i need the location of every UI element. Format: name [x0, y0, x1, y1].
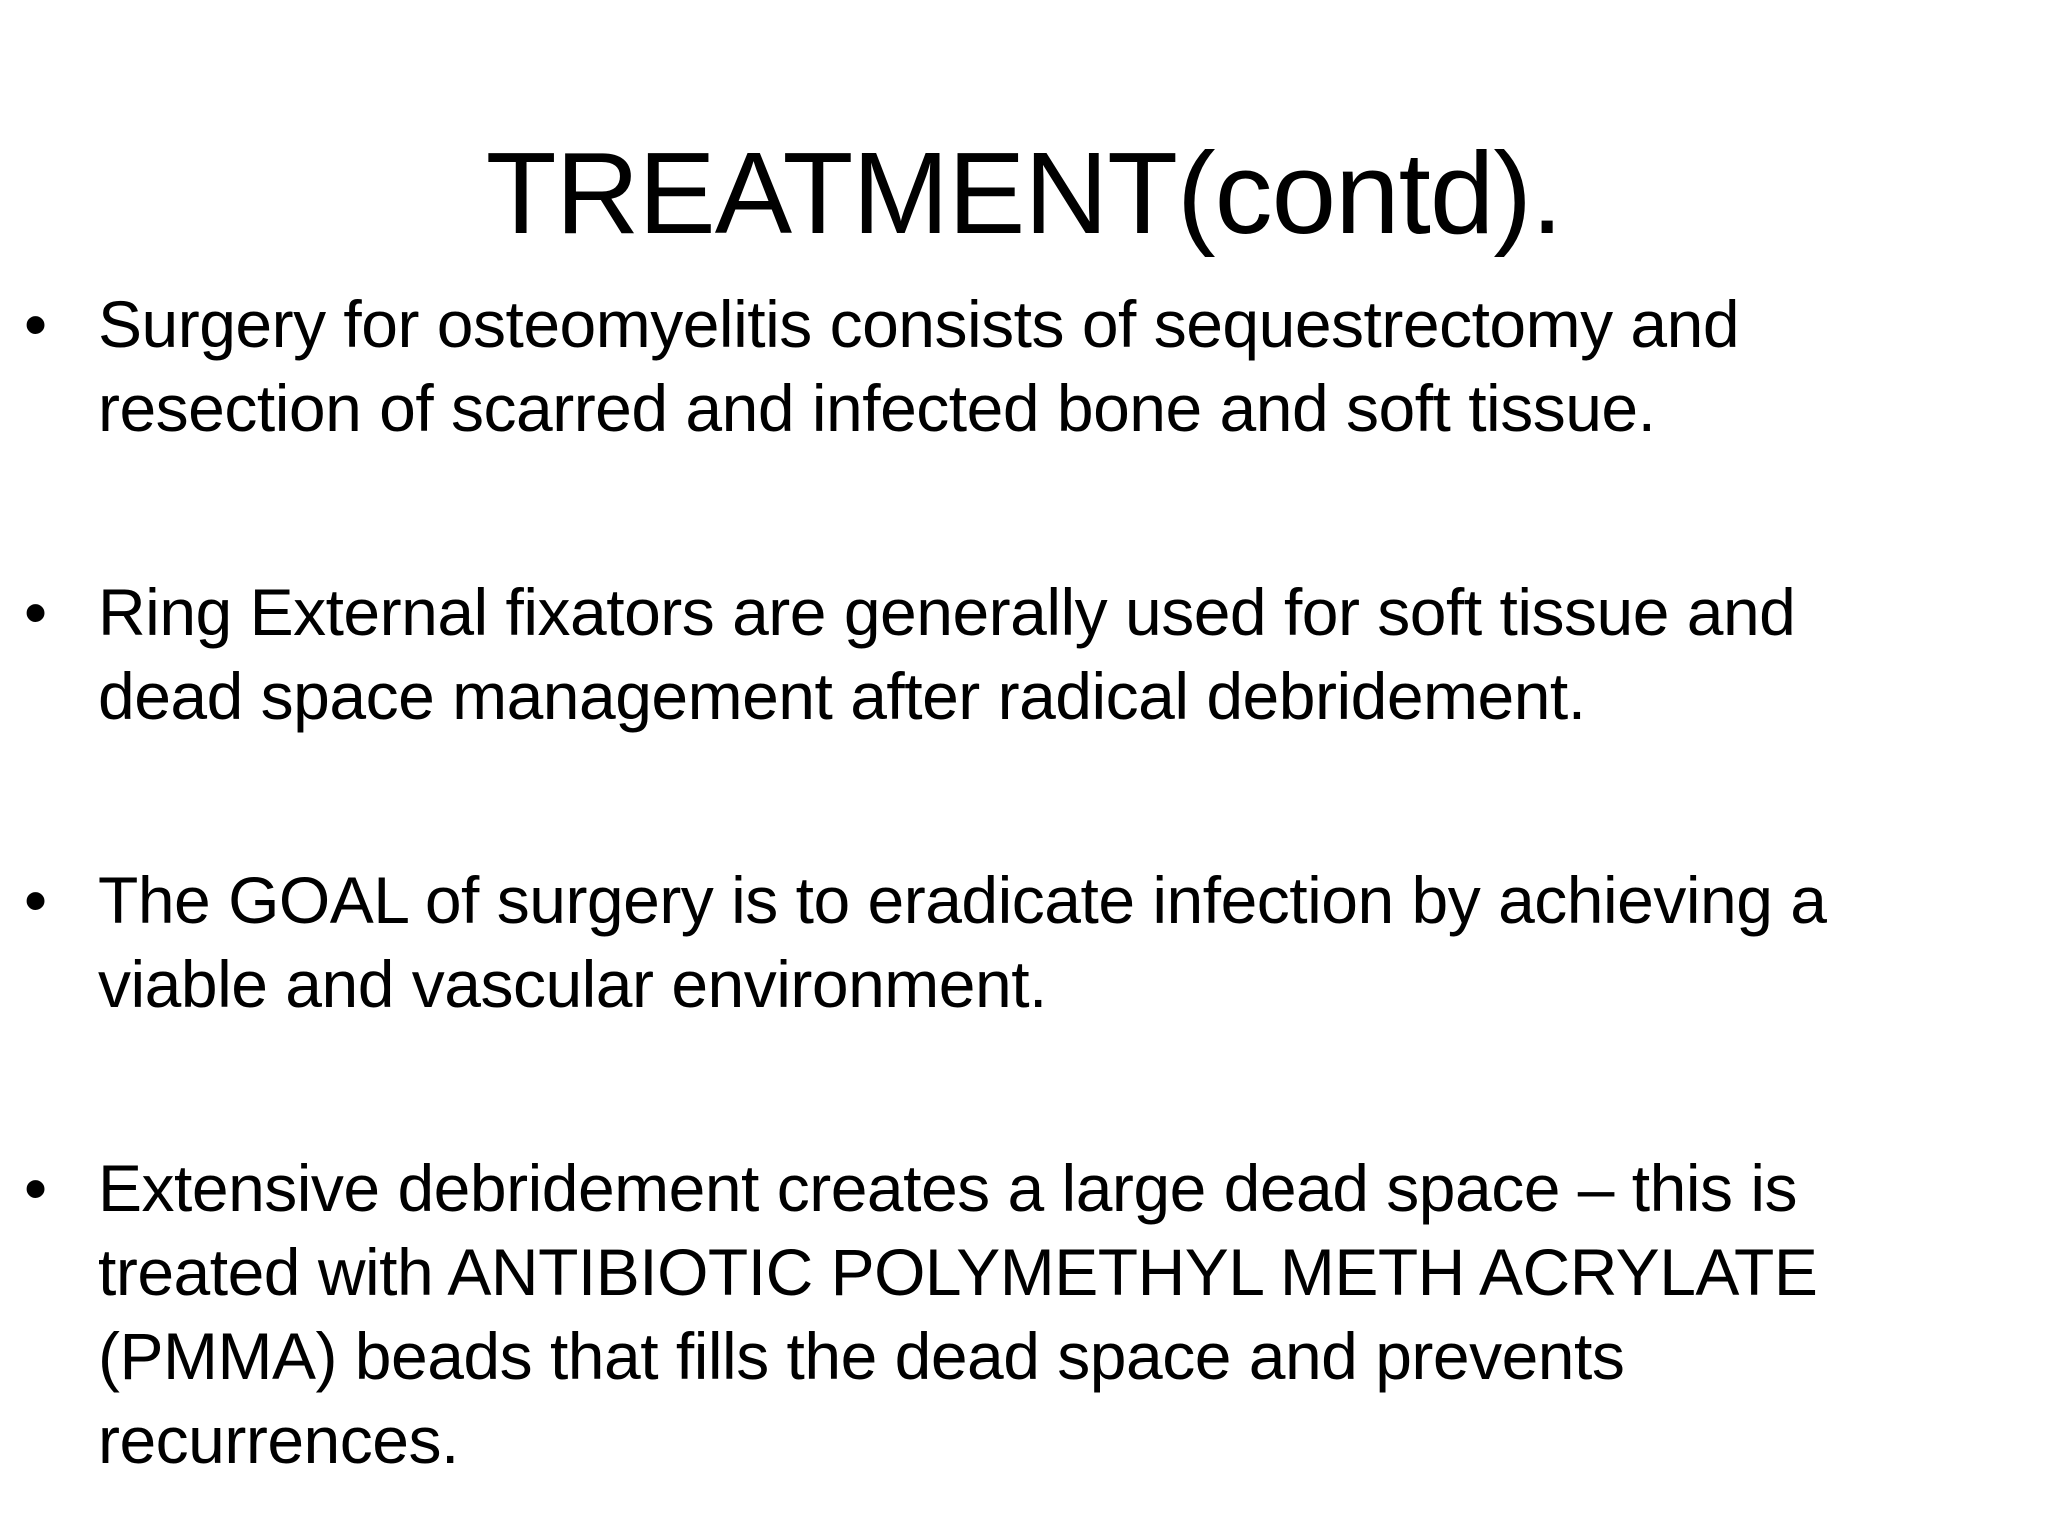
bullet-text: Extensive debridement creates a large dead space – this is treated with ANTIBIOTIC POLYMETHYL METH ACRYLATE (PMMA) beads that fills the dead space and prevents recurrences.	[98, 1151, 1818, 1477]
bullet-text: Ring External fixators are generally used for soft tissue and dead space management after radical debridement.	[98, 575, 1796, 733]
bullet-dot-icon: •	[24, 287, 48, 361]
bullet-text: Surgery for osteomyelitis consists of sequestrectomy and resection of scarred and infected bone and soft tissue.	[98, 287, 1740, 445]
bullet-dot-icon: •	[24, 863, 48, 937]
slide-title: TREATMENT(contd).	[485, 128, 1563, 258]
bullet-text: The GOAL of surgery is to eradicate infection by achieving a viable and vascular environment.	[98, 863, 1827, 1021]
bullet-dot-icon: •	[24, 575, 48, 649]
bullet-dot-icon: •	[24, 1151, 48, 1225]
